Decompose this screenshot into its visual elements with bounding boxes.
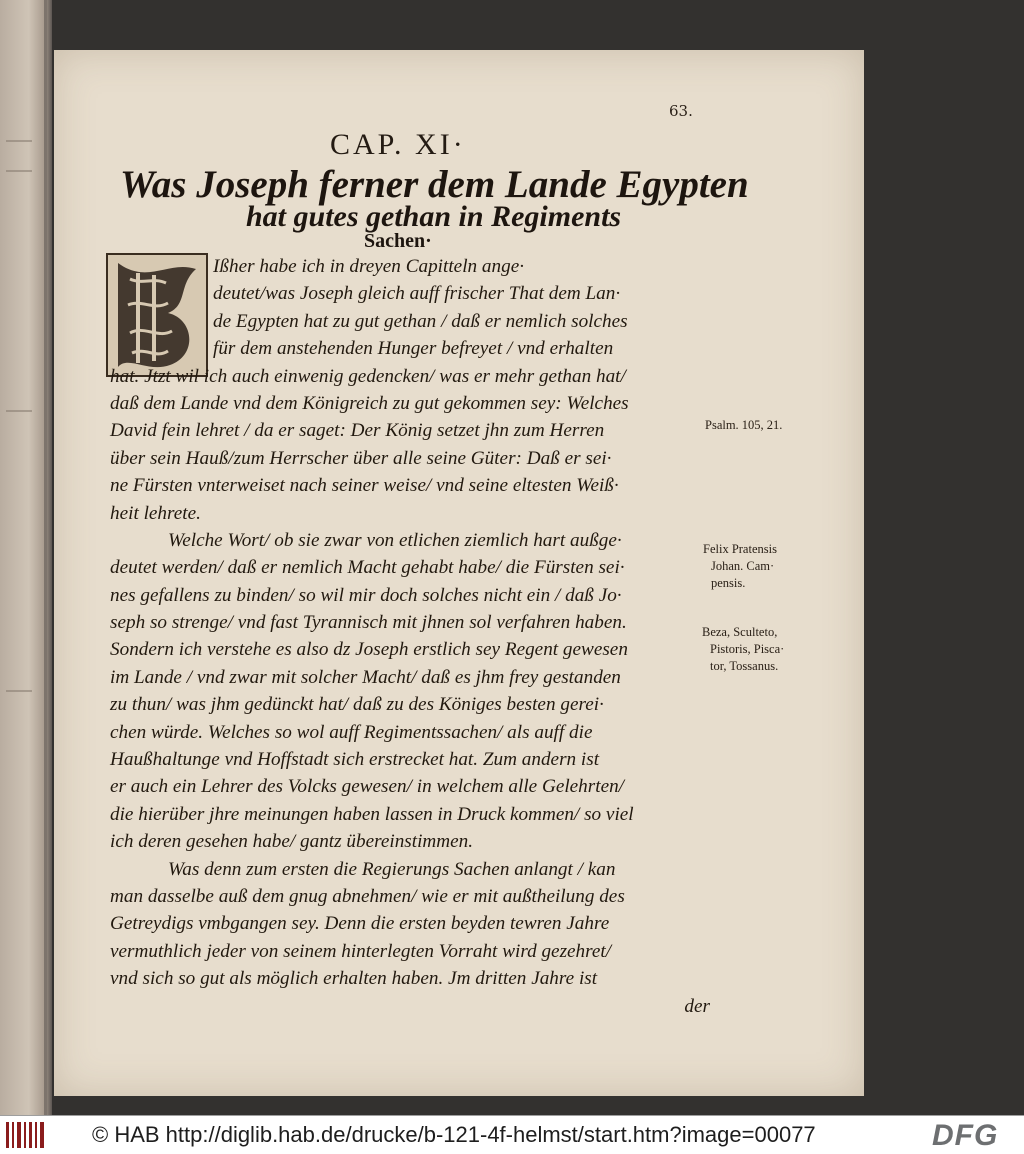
margin-note-beza	[702, 624, 784, 675]
chapter-heading: CAP. XI·	[330, 128, 466, 161]
text-line: chen würde. Welches so wol auff Regimentssachen/ als auff die	[110, 721, 593, 743]
text-line: Sondern ich verstehe es also dz Joseph erstlich sey Regent gewesen	[110, 639, 628, 661]
text-line: im Lande / vnd zwar mit solcher Macht/ daß es jhm frey gestanden	[110, 666, 621, 688]
text-line: vermuthlich jeder von seinem hinterlegten Vorraht wird gezehret/	[110, 940, 612, 962]
text-line: über sein Hauß/zum Herrscher über alle seine Güter: Daß er sei·	[110, 447, 612, 469]
margin-note-line: pensis.	[711, 576, 746, 590]
text-line: Ißher habe ich in dreyen Capitteln ange·	[213, 256, 525, 277]
left-page-edge	[0, 0, 52, 1115]
text-line: Was denn zum ersten die Regierungs Sachen anlangt / kan	[168, 858, 616, 880]
text-line: für dem anstehenden Hunger befreyet / vnd erhalten	[213, 338, 614, 360]
text-line: die hierüber jhre meinungen haben lassen in Druck kommen/ so viel	[110, 803, 634, 825]
text-line: seph so strenge/ vnd fast Tyrannisch mit jhnen sol verfahren haben.	[110, 612, 627, 634]
text-line: David fein lehret / da er saget: Der König setzet jhn zum Herren	[110, 420, 605, 442]
barcode-icon	[4, 1120, 48, 1150]
left-page-text-mark	[6, 140, 32, 142]
text-line: hat. Jtzt wil ich auch einwenig gedencken/ was er mehr gethan hat/	[110, 365, 626, 387]
left-page-text-mark	[6, 690, 32, 692]
dfg-logo: DFG	[932, 1119, 999, 1152]
text-line: ich deren gesehen habe/ gantz übereinstimmen.	[110, 831, 474, 853]
text-line: deutet/was Joseph gleich auff frischer That dem Lan·	[213, 283, 621, 305]
text-line: Haußhaltunge vnd Hoffstadt sich erstrecket hat. Zum andern ist	[110, 749, 600, 771]
book-page	[54, 50, 864, 1096]
text-line: daß dem Lande vnd dem Königreich zu gut gekommen sey: Welches	[110, 392, 629, 414]
left-page-text-mark	[6, 170, 32, 172]
text-line: nes gefallens zu binden/ so wil mir doch solches nicht ein / daß Jo·	[110, 584, 622, 606]
page-number: 63.	[669, 102, 693, 120]
margin-note-felix	[703, 541, 777, 592]
text-line: heit lehrete.	[110, 502, 201, 524]
text-line: Getreydigs vmbgangen sey. Denn die ersten beyden tewren Jahre	[110, 913, 610, 935]
chapter-title-line-1: Was Joseph ferner dem Lande Egypten	[120, 163, 749, 206]
text-line: de Egypten hat zu gut gethan / daß er nemlich solches	[213, 310, 628, 332]
footer-bar	[0, 1115, 1024, 1154]
text-line: zu thun/ was jhm gedünckt hat/ daß zu des Königes besten gerei·	[110, 694, 604, 716]
text-line: vnd sich so gut als möglich erhalten haben. Jm dritten Jahre ist	[110, 968, 598, 990]
chapter-title-line-2: hat gutes gethan in Regiments	[246, 200, 622, 233]
margin-note-line: Psalm. 105, 21.	[705, 418, 783, 432]
margin-note-line: Felix Pratensis	[703, 542, 777, 556]
margin-note-line: tor, Tossanus.	[710, 659, 779, 673]
copyright-url[interactable]: © HAB http://diglib.hab.de/drucke/b-121-4f-helmst/start.htm?image=00077	[92, 1122, 816, 1147]
margin-note-line: Pistoris, Pisca·	[710, 642, 785, 656]
left-page-binding	[44, 0, 47, 1115]
text-line: ne Fürsten vnterweiset nach seiner weise/ vnd seine eltesten Weiß·	[110, 475, 619, 497]
margin-note-line: Beza, Sculteto,	[702, 625, 778, 639]
text-line: deutet werden/ daß er nemlich Macht gehabt habe/ die Fürsten sei·	[110, 557, 625, 579]
text-line: er auch ein Lehrer des Volcks gewesen/ in welchem alle Gelehrten/	[110, 776, 625, 798]
text-line: Welche Wort/ ob sie zwar von etlichen ziemlich hart außge·	[168, 529, 622, 551]
margin-note-line: Johan. Cam·	[711, 559, 775, 573]
margin-note-psalm	[705, 417, 782, 434]
text-line: man dasselbe auß dem gnug abnehmen/ wie er mit außtheilung des	[110, 885, 625, 907]
catchword: der	[684, 995, 710, 1017]
chapter-title-line-3: Sachen·	[364, 230, 432, 252]
body-text	[110, 253, 710, 1020]
left-page-text-mark	[6, 410, 32, 412]
